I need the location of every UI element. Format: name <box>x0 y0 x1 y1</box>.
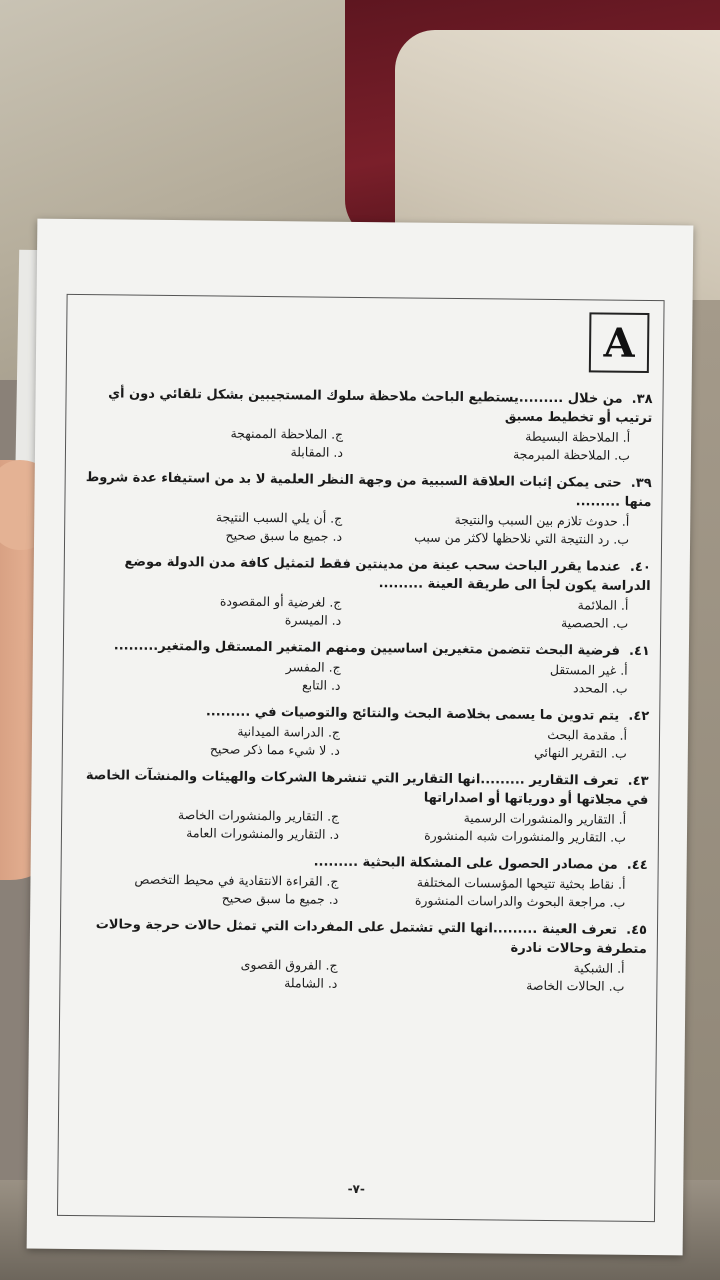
option: أ. الملاحظة البسيطة <box>525 428 631 445</box>
question-number: ٤٣. <box>627 773 649 790</box>
question-number: ٤١. <box>629 643 650 659</box>
option: د. لا شيء مما ذكر صحيح <box>209 741 340 758</box>
question-42 <box>73 702 650 763</box>
question-41 <box>73 637 650 698</box>
question-number: ٣٩. <box>630 475 652 491</box>
option: ب. مراجعة البحوث والدراسات المنشورة <box>414 892 626 910</box>
option: ب. الحصصية <box>560 614 629 631</box>
question-number: ٤٥. <box>626 922 648 939</box>
option: ج. الفروق القصوى <box>240 956 338 973</box>
option: د. جميع ما سبق صحيح <box>221 890 339 907</box>
question-number: ٤٠. <box>629 559 651 575</box>
option: ج. التقارير والمنشورات الخاصة <box>177 806 340 824</box>
question-44 <box>71 851 648 912</box>
question-stem: حتى يمكن إثبات العلاقة السببية من وجهة النظر العلمية لا بد من استيفاء عدة شروط منها ......... <box>85 470 652 510</box>
option: أ. التقارير والمنشورات الرسمية <box>463 809 627 827</box>
question-stem: تعرف التقارير .........انها التقارير التي تنشرها الشركات والهيئات والمنشآت الخاصة في مجلاتها أو دورياتها أو اصداراتها <box>85 768 649 808</box>
version-box <box>589 312 650 373</box>
question-stem: من مصادر الحصول على المشكلة البحثية ......... <box>313 854 618 873</box>
option: د. الميسرة <box>284 611 342 628</box>
option: أ. حدوث تلازم بين السبب والنتيجة <box>454 511 630 529</box>
option: أ. الشبكية <box>573 959 625 976</box>
option: ب. الحالات الخاصة <box>526 977 625 994</box>
option: د. التابع <box>301 677 341 693</box>
option: ج. المفسر <box>285 658 341 675</box>
question-number: ٣٨. <box>631 391 653 408</box>
questions-list <box>70 385 652 1006</box>
question-45 <box>70 916 647 996</box>
question-stem: عندما يقرر الباحث سحب عينة من مدينتين فقط لتمثيل كافة مدن الدولة موضع الدراسة يكون لجأ الى طريقة العينة ......... <box>124 554 651 594</box>
option: ب. التقرير النهائي <box>533 744 627 761</box>
option: د. التقارير والمنشورات العامة <box>186 824 340 842</box>
option: ب. التقارير والمنشورات شبه المنشورة <box>424 827 627 845</box>
option: ج. لغرضية أو المقصودة <box>219 593 342 610</box>
option: د. جميع ما سبق صحيح <box>225 527 343 544</box>
option: أ. غير المستقل <box>549 661 628 678</box>
page-border <box>57 294 665 1222</box>
page-number: -٧- <box>347 1181 365 1197</box>
option: ج. القراءة الانتقادية في محيط التخصص <box>134 871 339 889</box>
question-38 <box>76 385 653 465</box>
option: د. المقابلة <box>290 444 344 460</box>
option: ج. أن يلي السبب النتيجة <box>215 509 343 526</box>
question-stem: من خلال .........يستطيع الباحث ملاحظة سلوك المستجيبين بشكل تلقائي دون أي ترتيب أو تخطيط مسبق <box>108 386 653 426</box>
option: أ. نقاط بحثية تتيحها المؤسسات المختلفة <box>416 874 626 892</box>
question-40 <box>74 553 651 633</box>
exam-paper <box>27 219 694 1256</box>
version-letter: A <box>603 319 635 367</box>
question-stem: فرضية البحث تتضمن متغيرين اساسيين ومنهم المتغير المستقل والمتغير......... <box>113 638 620 659</box>
option: ب. رد النتيجة التي نلاحظها لاكثر من سبب <box>414 529 630 547</box>
option: د. الشاملة <box>284 975 338 991</box>
option: ب. المحدد <box>573 680 628 696</box>
question-39 <box>75 469 652 549</box>
question-stem: يتم تدوين ما يسمى بخلاصة البحث والنتائج والتوصيات في ......... <box>205 704 620 724</box>
option: أ. الملائمة <box>577 596 629 613</box>
option: أ. مقدمة البحث <box>547 726 628 743</box>
question-number: ٤٢. <box>628 708 650 724</box>
question-43 <box>72 767 649 847</box>
option: ج. الدراسة الميدانية <box>237 723 341 740</box>
option: ج. الملاحظة الممنهجة <box>230 425 344 442</box>
question-number: ٤٤. <box>626 857 648 873</box>
question-stem: تعرف العينة .........انها التي تشتمل على المفردات التي تمثل حالات حرجة وحالات متطرفة وحالات نادرة <box>95 917 647 957</box>
option: ب. الملاحظة المبرمجة <box>512 446 631 463</box>
